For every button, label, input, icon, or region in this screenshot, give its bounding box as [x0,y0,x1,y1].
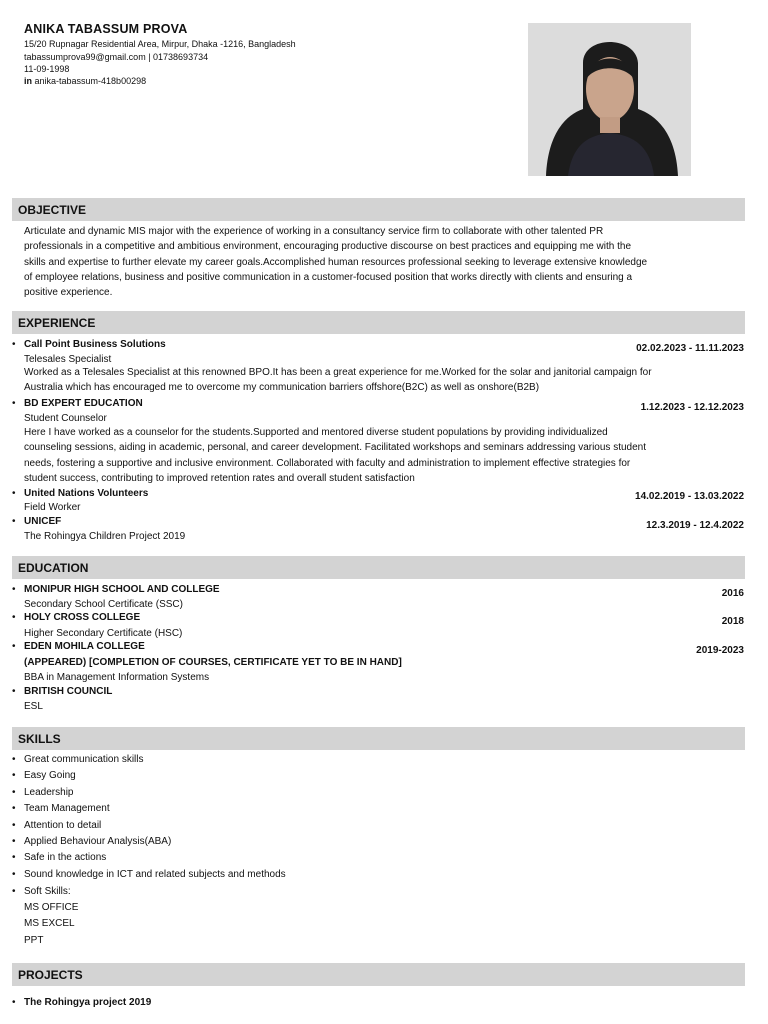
education-degree: Secondary School Certificate (SSC) [24,599,183,610]
experience-date: 14.02.2019 - 13.03.2022 [635,491,744,502]
soft-skill-item: PPT [24,935,44,946]
education-school: BRITISH COUNCIL [24,686,113,697]
bullet: • [12,516,16,527]
skill-item: Easy Going [24,770,76,781]
bullet: • [12,488,16,499]
section-title: SKILLS [18,732,61,746]
experience-description [24,365,724,396]
education-degree: Higher Secondary Certificate (HSC) [24,628,183,639]
soft-skill-item: MS OFFICE [24,902,79,913]
description-line: needs, fostering a supportive and inclusive environment. Collaborated with faculty and administration to implement effective strategies for [24,457,631,469]
bullet: • [12,754,16,765]
experience-role: The Rohingya Children Project 2019 [24,531,186,542]
date-of-birth: 11-09-1998 [24,64,70,74]
experience-org: United Nations Volunteers [24,488,149,499]
linkedin-line[interactable] [24,75,146,87]
education-year: 2019-2023 [696,645,744,656]
skill-item: Sound knowledge in ICT and related subjects and methods [24,869,286,880]
email-phone: tabassumprova99@gmail.com | 01738693734 [24,52,209,62]
experience-role: Field Worker [24,502,81,513]
education-degree: ESL [24,701,43,712]
education-school: EDEN MOHILA COLLEGE [24,641,145,652]
description-line: Worked as a Telesales Specialist at this renowned BPO.It has been a great experience for me.Worked for the solar and janitorial campaign for [24,367,652,378]
description-line: counseling sessions, aiding in academic, personal, and career development. Facilitated workshops and seminars addressing various student [24,442,647,454]
section-skills [12,727,745,750]
objective-line: positive experience. [24,287,113,299]
bullet: • [12,770,16,781]
experience-date: 02.02.2023 - 11.11.2023 [636,343,744,354]
bullet: • [12,803,16,814]
skill-item: Leadership [24,787,74,798]
bullet: • [12,398,16,409]
bullet: • [12,820,16,831]
section-education [12,556,745,579]
experience-org: UNICEF [24,516,62,527]
bullet: • [12,641,16,652]
experience-org: BD EXPERT EDUCATION [24,398,143,409]
experience-date: 1.12.2023 - 12.12.2023 [640,402,744,413]
education-year: 2016 [721,588,744,599]
section-title: OBJECTIVE [18,203,87,217]
bullet: • [12,886,16,897]
objective-line: Articulate and dynamic MIS major with the experience of working in a consultancy service firm to collaborate with other talented PR [24,226,604,237]
bullet: • [12,836,16,847]
project-item: The Rohingya project 2019 [24,997,152,1008]
bullet: • [12,584,16,595]
description-line: Here I have worked as a counselor for the students.Supported and mentored diverse student populations by providing individualized [24,427,608,438]
experience-role: Student Counselor [24,413,107,424]
education-degree: BBA in Management Information Systems [24,672,210,683]
description-line: Australia which has encouraged me to overcome my communication barriers offshore(B2C) as well as onshore(B2B) [24,382,540,394]
linkedin-icon: in [24,76,32,86]
address: 15/20 Rupnagar Residential Area, Mirpur, Dhaka -1216, Bangladesh [24,39,296,49]
section-objective [12,198,745,221]
education-note: (APPEARED) [COMPLETION OF COURSES, CERTIFICATE YET TO BE IN HAND] [24,657,402,668]
education-school: HOLY CROSS COLLEGE [24,612,141,623]
soft-skill-item: MS EXCEL [24,918,75,929]
skill-item: Great communication skills [24,754,144,765]
bullet: • [12,612,16,623]
experience-org: Call Point Business Solutions [24,339,166,350]
section-projects [12,963,745,986]
experience-description [24,425,724,486]
experience-role: Telesales Specialist [24,354,112,365]
objective-text [24,224,724,300]
experience-date: 12.3.2019 - 12.4.2022 [646,520,744,531]
bullet: • [12,869,16,880]
bullet: • [12,339,16,350]
skill-item: Attention to detail [24,820,102,831]
objective-line: professionals in a competitive and ambitious environment, encouraging productive discourse on best practices and equipping me with the [24,241,632,253]
section-title: EXPERIENCE [18,316,96,330]
section-title: EDUCATION [18,561,89,575]
section-experience [12,311,745,334]
portrait-photo-icon [528,23,691,176]
bullet: • [12,787,16,798]
bullet: • [12,852,16,863]
description-line: student success, contributing to improved retention rates and overall student satisfaction [24,472,415,484]
objective-line: skills and expertise to further elevate my career goals.Accomplished human resources professional seeking to leverage extensive knowledge [24,256,648,268]
education-year: 2018 [721,616,744,627]
objective-line: of employee relations, business and positive communication in a customer-focused position that works directly with clients and ensuring a [24,271,633,283]
skill-item: Soft Skills: [24,886,71,897]
linkedin-handle[interactable]: anika-tabassum-418b00298 [34,76,147,86]
skill-item: Applied Behaviour Analysis(ABA) [24,836,172,847]
portrait-photo [528,23,691,176]
bullet: • [12,686,16,697]
skill-item: Team Management [24,803,110,814]
section-title: PROJECTS [18,968,83,982]
skill-item: Safe in the actions [24,852,107,863]
candidate-name: ANIKA TABASSUM PROVA [24,22,188,36]
bullet: • [12,997,16,1008]
education-school: MONIPUR HIGH SCHOOL AND COLLEGE [24,584,220,595]
